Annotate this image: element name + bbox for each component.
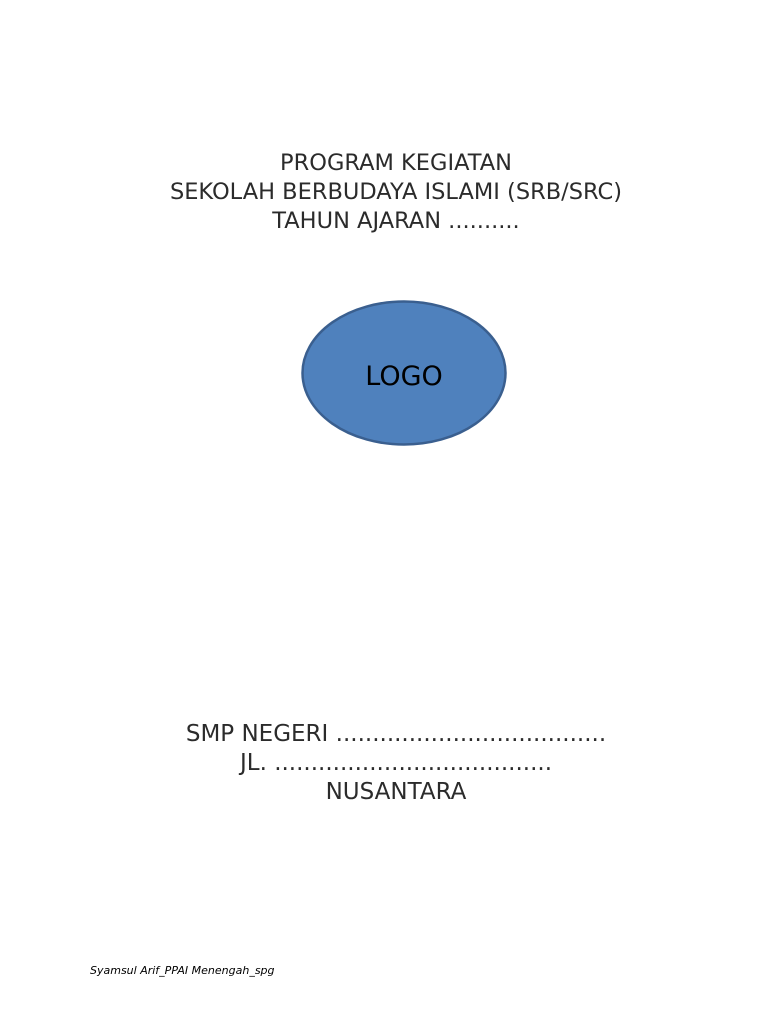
title-line-program: PROGRAM KEGIATAN — [280, 150, 512, 176]
title-line-school-type: SEKOLAH BERBUDAYA ISLAMI (SRB/SRC) — [169, 179, 623, 205]
logo-placeholder — [301, 300, 507, 446]
school-region-line: NUSANTARA — [325, 779, 467, 805]
document-title — [0, 149, 768, 236]
school-info — [0, 720, 768, 807]
school-address-line: JL. ...................................... — [239, 750, 553, 776]
school-name-line: SMP NEGERI ..................................... — [185, 721, 607, 747]
logo-label: LOGO — [365, 360, 443, 392]
footer-author-note: Syamsul Arif_PPAI Menengah_spg — [90, 964, 275, 977]
title-line-academic-year: TAHUN AJARAN .......... — [272, 208, 520, 234]
